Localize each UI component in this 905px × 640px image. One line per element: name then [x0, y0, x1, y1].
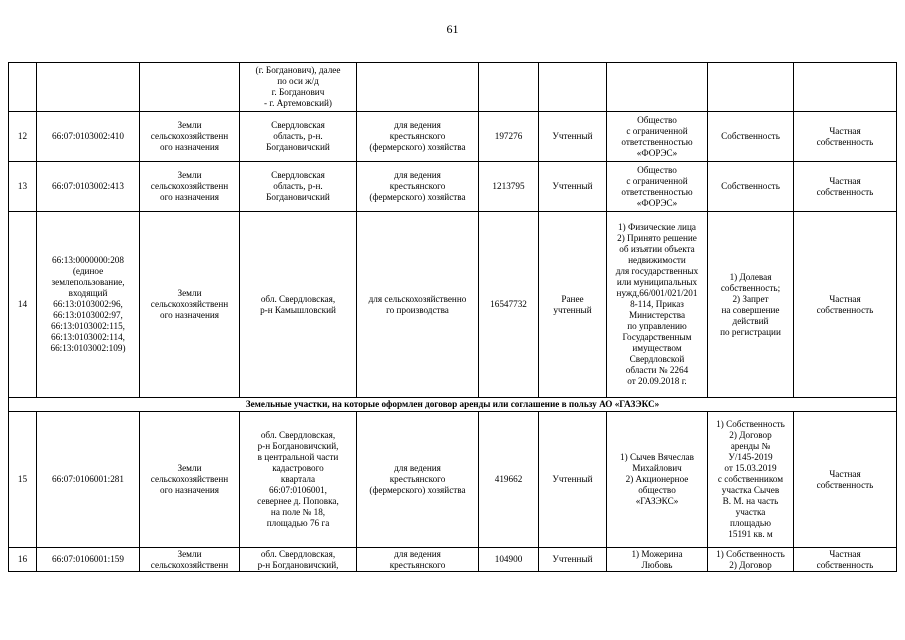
- cell-cadastral: [37, 63, 140, 112]
- cell-num: [9, 63, 37, 112]
- cell-area: 419662: [479, 412, 539, 548]
- cell-category: [140, 63, 240, 112]
- cell-form: Частная собственность: [794, 548, 897, 572]
- cell-cadastral: 66:07:0106001:159: [37, 548, 140, 572]
- cell-use: для ведения крестьянского: [357, 548, 479, 572]
- cell-status: Учтенный: [539, 412, 607, 548]
- cell-area: 104900: [479, 548, 539, 572]
- cell-num: 12: [9, 112, 37, 162]
- cell-status: Ранее учтенный: [539, 212, 607, 398]
- cell-holder: 1) Сычев Вячеслав Михайлович 2) Акционерное общество «ГАЗЭКС»: [607, 412, 708, 548]
- cell-cadastral: 66:07:0106001:281: [37, 412, 140, 548]
- cell-form: Частная собственность: [794, 112, 897, 162]
- cell-category: Земли сельскохозяйственн ого назначения: [140, 112, 240, 162]
- cell-holder: 1) Физические лица 2) Принято решение об изъятии объекта недвижимости для государственных или муниципальных нужд,66/001/021/201 8-114, Приказ Министерства по управлению Государственным имуществом Свердловской области № 2264 от 20.09.2018 г.: [607, 212, 708, 398]
- cell-use: для сельскохозяйственно го производства: [357, 212, 479, 398]
- cell-category: Земли сельскохозяйственн ого назначения: [140, 212, 240, 398]
- cell-num: 14: [9, 212, 37, 398]
- cell-right: 1) Собственность 2) Договор аренды № У/145-2019 от 15.03.2019 с собственником участка Сычев В. М. на часть участка площадью 15191 кв. м: [708, 412, 794, 548]
- cell-holder: 1) Можерина Любовь: [607, 548, 708, 572]
- cell-num: 13: [9, 162, 37, 212]
- cell-use: для ведения крестьянского (фермерского) хозяйства: [357, 162, 479, 212]
- cell-status: Учтенный: [539, 112, 607, 162]
- cell-num: 16: [9, 548, 37, 572]
- cell-address: обл. Свердловская, р-н Камышловский: [240, 212, 357, 398]
- cell-holder: [607, 63, 708, 112]
- cell-form: [794, 63, 897, 112]
- cell-address: обл. Свердловская, р-н Богдановичский, в центральной части кадастрового квартала 66:07:0106001, севернее д. Поповка, на поле № 18, площадью 76 га: [240, 412, 357, 548]
- cell-category: Земли сельскохозяйственн ого назначения: [140, 412, 240, 548]
- cell-holder: Общество с ограниченной ответственностью «ФОРЭС»: [607, 162, 708, 212]
- cell-holder: Общество с ограниченной ответственностью «ФОРЭС»: [607, 112, 708, 162]
- cell-right: Собственность: [708, 112, 794, 162]
- page-number: 61: [446, 22, 459, 36]
- cell-area: 16547732: [479, 212, 539, 398]
- cell-address: Свердловская область, р-н. Богдановичский: [240, 162, 357, 212]
- section-heading-row: [9, 398, 897, 412]
- cell-use: для ведения крестьянского (фермерского) хозяйства: [357, 112, 479, 162]
- cell-form: Частная собственность: [794, 412, 897, 548]
- cell-status: Учтенный: [539, 162, 607, 212]
- table-row: [9, 412, 897, 548]
- cell-category: Земли сельскохозяйственн ого назначения: [140, 162, 240, 212]
- cell-use: [357, 63, 479, 112]
- section-heading: Земельные участки, на которые оформлен договор аренды или соглашение в пользу АО «ГАЗЭКС»: [9, 398, 897, 412]
- cell-area: [479, 63, 539, 112]
- cell-cadastral: 66:13:0000000:208 (единое землепользование, входящий 66:13:0103002:96, 66:13:0103002:97, 66:13:0103002:115, 66:13:0103002:114, 66:13:0103002:109): [37, 212, 140, 398]
- cell-cadastral: 66:07:0103002:413: [37, 162, 140, 212]
- table-row: [9, 548, 897, 572]
- cell-area: 1213795: [479, 162, 539, 212]
- table-row: [9, 162, 897, 212]
- table-row: [9, 212, 897, 398]
- cell-address: обл. Свердловская, р-н Богдановичский,: [240, 548, 357, 572]
- cell-right: 1) Долевая собственность; 2) Запрет на совершение действий по регистрации: [708, 212, 794, 398]
- cell-status: Учтенный: [539, 548, 607, 572]
- cell-status: [539, 63, 607, 112]
- cell-address: (г. Богданович), далее по оси ж/д г. Богданович - г. Артемовский): [240, 63, 357, 112]
- cell-form: Частная собственность: [794, 212, 897, 398]
- table-row-continuation: [9, 63, 897, 112]
- cell-area: 197276: [479, 112, 539, 162]
- cell-category: Земли сельскохозяйственн: [140, 548, 240, 572]
- cell-address: Свердловская область, р-н. Богдановичский: [240, 112, 357, 162]
- cell-right: [708, 63, 794, 112]
- land-plots-table: [8, 62, 897, 572]
- cell-form: Частная собственность: [794, 162, 897, 212]
- cell-use: для ведения крестьянского (фермерского) хозяйства: [357, 412, 479, 548]
- cell-num: 15: [9, 412, 37, 548]
- cell-cadastral: 66:07:0103002:410: [37, 112, 140, 162]
- cell-right: 1) Собственность 2) Договор: [708, 548, 794, 572]
- table-row: [9, 112, 897, 162]
- cell-right: Собственность: [708, 162, 794, 212]
